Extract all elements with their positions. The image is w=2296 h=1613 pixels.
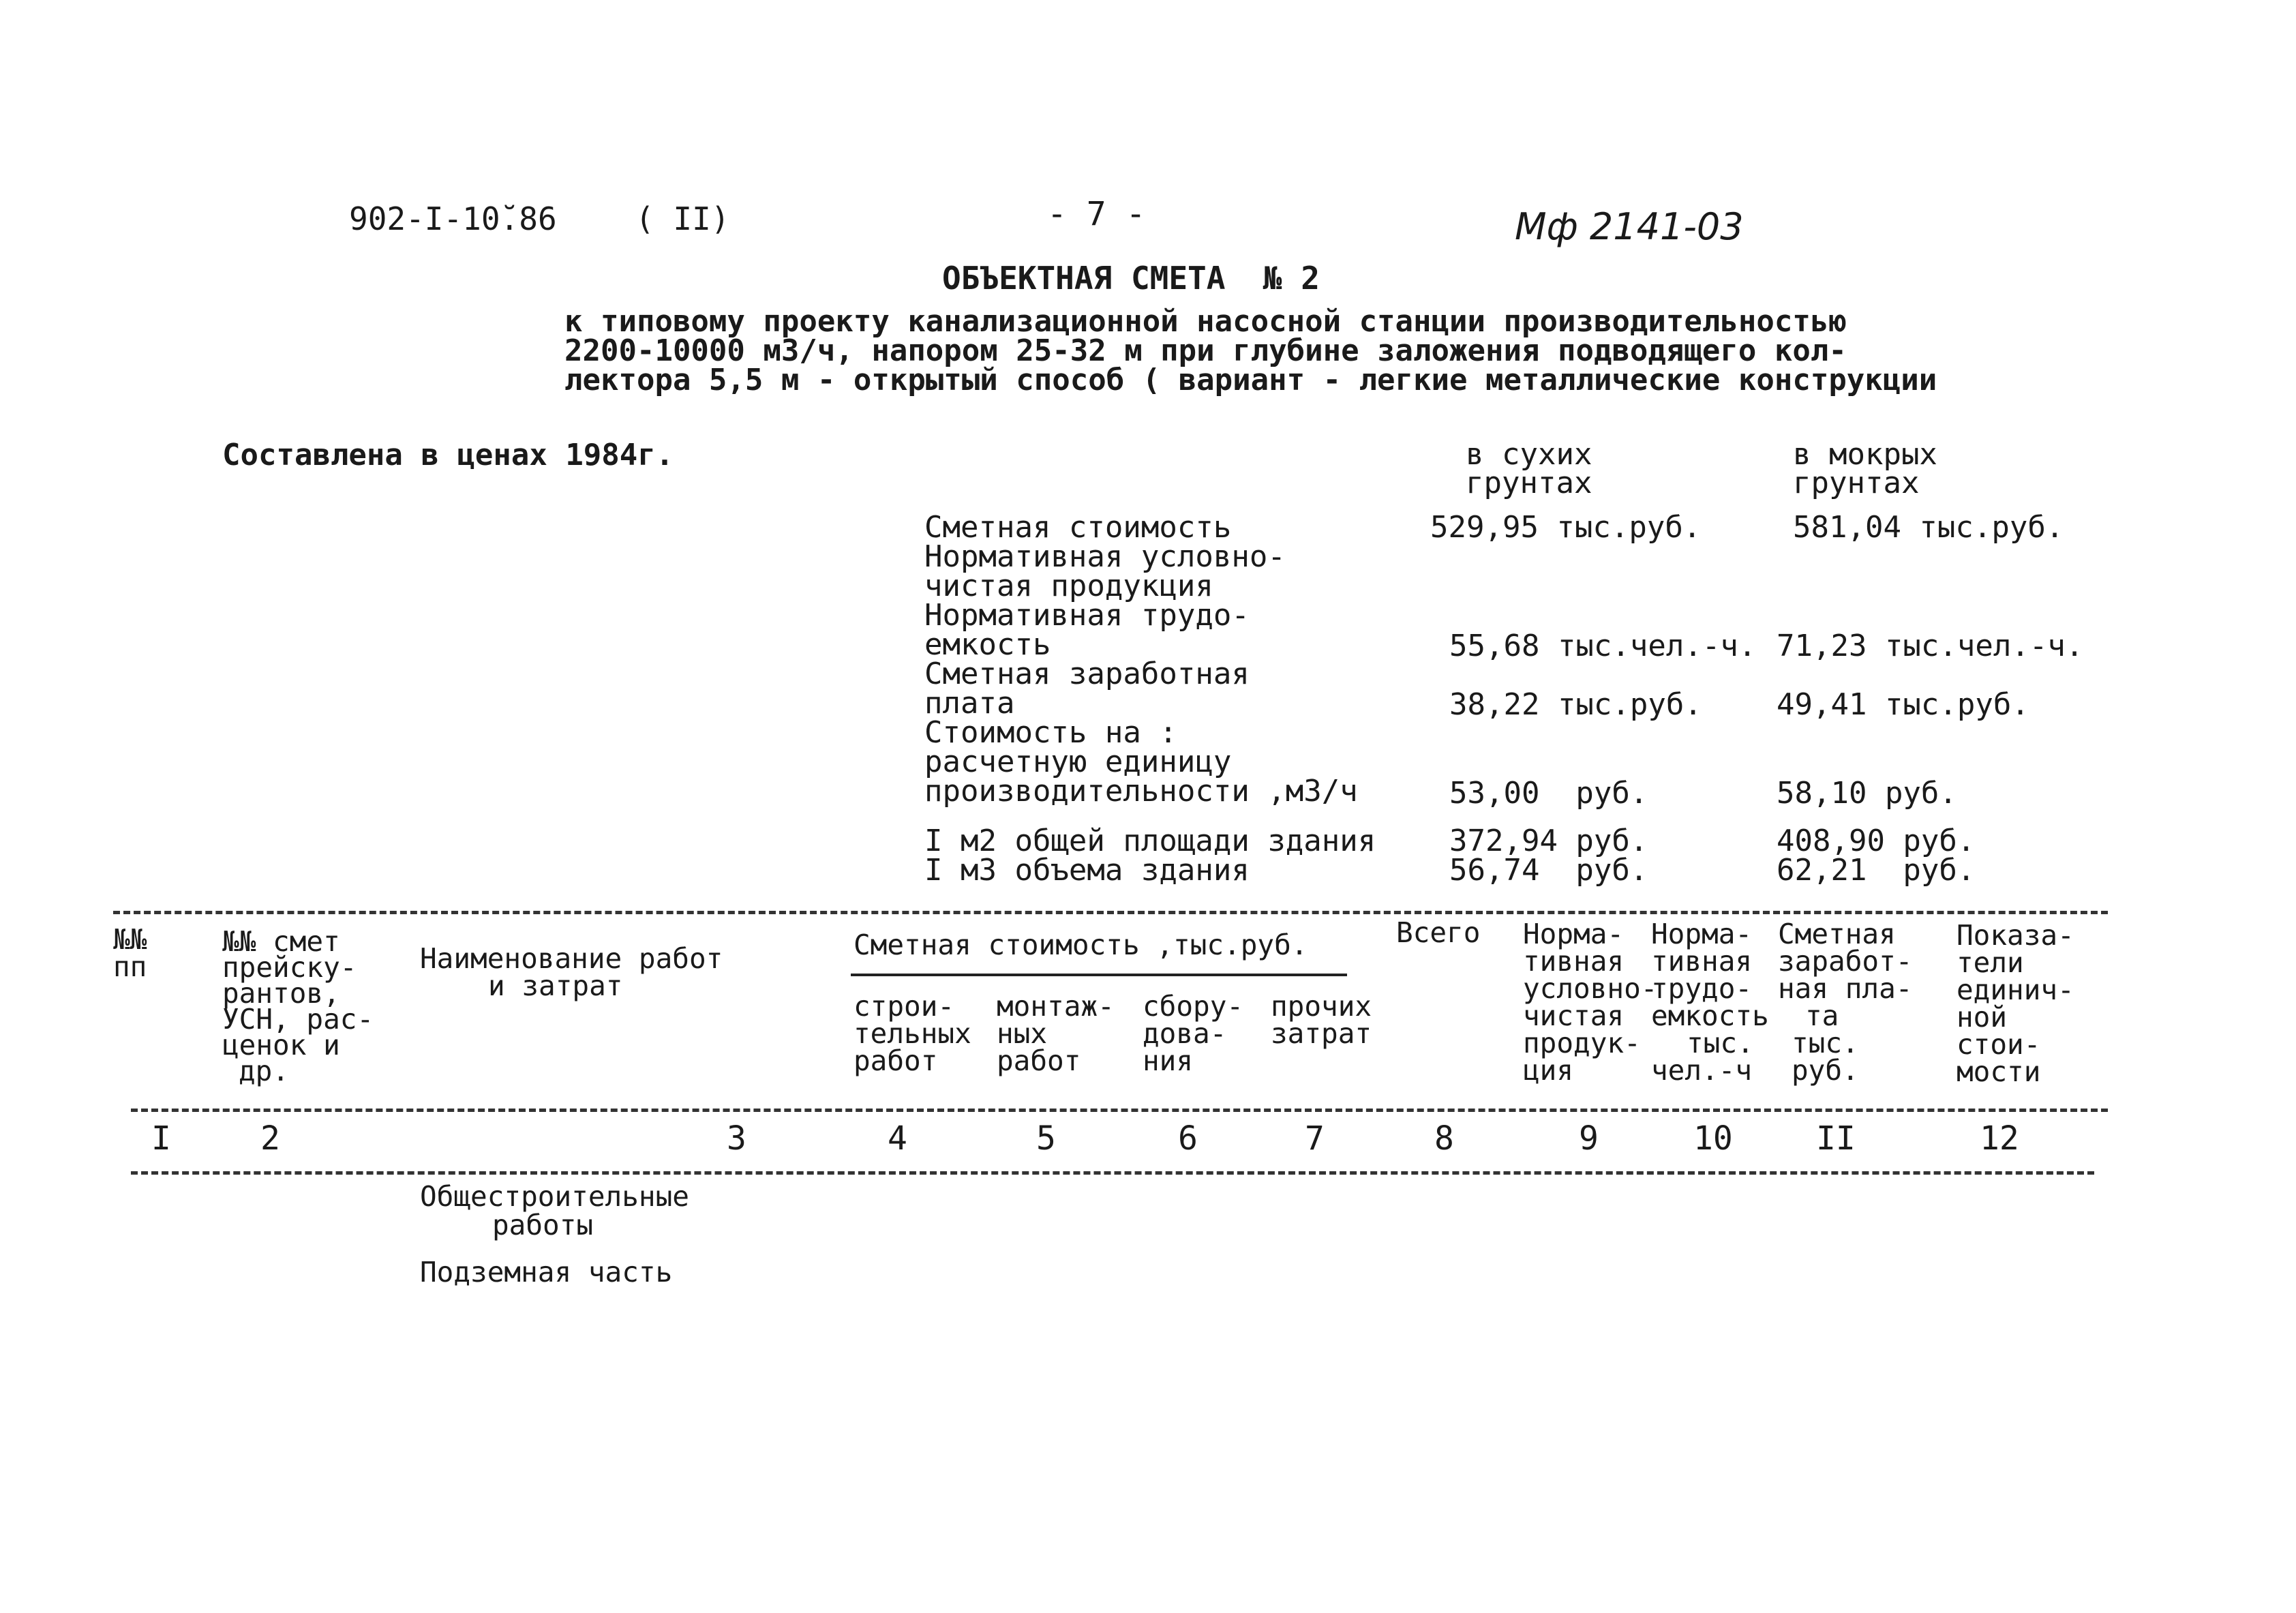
subtitle-line: лектора 5,5 м - открытый способ ( вариант - легкие металлические конструкции [564, 363, 1937, 397]
summary-label: емкость [924, 627, 1051, 662]
header-text: условно- [1523, 972, 1658, 1005]
header-text: Наименование работ [420, 942, 723, 975]
column-number: 3 [727, 1119, 746, 1158]
header-text: ния [1143, 1044, 1194, 1077]
header-work-name [420, 942, 723, 1002]
cost-dry: 529,95 тыс.руб. [1430, 510, 1702, 545]
header-text: чистая [1523, 999, 1625, 1032]
table-row: Общестроительные [420, 1180, 689, 1213]
unit-area-wet: 408,90 руб. [1777, 824, 1976, 858]
header-estimated-wage [1778, 918, 1913, 1087]
header-text: заработ- [1778, 945, 1913, 978]
subtitle-line: 2200-10000 м3/ч, напором 25-32 м при глубине заложения подводящего кол- [564, 333, 1847, 368]
unit-volume-wet: 62,21 руб. [1777, 853, 1976, 888]
header-other-costs [1271, 990, 1372, 1050]
page-number: - 7 - [1047, 195, 1146, 233]
header-row-number [113, 923, 147, 983]
summary-label: Стоимость на : [924, 715, 1177, 750]
header-text: дова- [1143, 1017, 1227, 1050]
compiled-note: Составлена в ценах 1984г. [222, 438, 674, 472]
unit-volume-dry: 56,74 руб. [1449, 853, 1648, 888]
header-text: монтаж- [997, 990, 1115, 1023]
header-construction [854, 990, 971, 1077]
archive-number: Мф 2141-03 [1515, 205, 1744, 248]
header-text: ной [1957, 1001, 2008, 1034]
wet-soil-header [1793, 437, 1937, 500]
column-number: 7 [1305, 1119, 1325, 1158]
dry-soil-header-line: в сухих [1466, 437, 1592, 472]
column-number: 9 [1579, 1119, 1599, 1158]
header-text: тыс. [1687, 1027, 1754, 1059]
column-number: 10 [1693, 1119, 1733, 1158]
header-text: №№ [113, 923, 147, 956]
dry-soil-header-line: грунтах [1466, 466, 1592, 500]
unit-capacity-dry: 53,00 руб. [1449, 776, 1648, 811]
header-text: прочих [1271, 990, 1372, 1023]
header-text: прейску- [222, 951, 357, 984]
header-text: УСН, рас- [222, 1003, 374, 1036]
summary-labels [924, 510, 1358, 809]
wet-soil-header-line: грунтах [1793, 466, 1920, 500]
header-equipment [1143, 990, 1244, 1077]
header-text: чел.-ч [1651, 1054, 1753, 1087]
summary-label: Нормативная трудо- [924, 598, 1250, 633]
header-text: Показа- [1957, 919, 2074, 952]
header-bottom-rule [131, 1109, 2108, 1112]
header-normative-labor [1651, 918, 1769, 1087]
header-total: Всего [1396, 916, 1481, 949]
summary-label: Нормативная условно- [924, 539, 1286, 574]
header-text: пп [113, 950, 147, 983]
header-text: продук- [1523, 1027, 1641, 1059]
summary-label: Сметная заработная [924, 657, 1250, 691]
document-code: 902-I-10̆.86 [349, 200, 557, 237]
header-text: трудо- [1651, 972, 1753, 1005]
header-text: сбору- [1143, 990, 1244, 1023]
dry-soil-header [1466, 437, 1592, 500]
header-text: единич- [1957, 974, 2074, 1006]
header-text: Сметная [1778, 918, 1896, 950]
cost-wet: 581,04 тыс.руб. [1793, 510, 2064, 545]
unit-capacity-wet: 58,10 руб. [1777, 776, 1957, 811]
header-estimated-cost: Сметная стоимость ,тыс.руб. [854, 929, 1308, 961]
header-text: работ [854, 1044, 938, 1077]
summary-labels-unit [924, 824, 1376, 888]
header-text: ных [997, 1017, 1048, 1050]
table-row: работы [492, 1209, 594, 1241]
header-reference [222, 925, 374, 1087]
wage-dry: 38,22 тыс.руб. [1449, 687, 1702, 722]
column-number: II [1816, 1119, 1856, 1158]
section-underground-part: Подземная часть [420, 1256, 673, 1288]
summary-label: I м3 объема здания [924, 853, 1250, 888]
header-text: тельных [854, 1017, 971, 1050]
table-top-rule [113, 911, 2108, 914]
header-text: тели [1957, 946, 2024, 979]
column-number: 4 [888, 1119, 907, 1158]
document-subtitle [564, 304, 1937, 397]
labor-dry: 55,68 тыс.чел.-ч. [1449, 629, 1757, 663]
header-text: руб. [1792, 1054, 1859, 1087]
header-normative-production [1523, 918, 1658, 1087]
header-text: Норма- [1651, 918, 1753, 950]
summary-label: I м2 общей площади здания [924, 824, 1376, 858]
column-number: 5 [1036, 1119, 1056, 1158]
summary-label: Сметная стоимость [924, 510, 1232, 545]
wet-soil-header-line: в мокрых [1793, 437, 1937, 472]
subtitle-line: к типовому проекту канализационной насосной станции производительностью [564, 304, 1847, 339]
summary-label: расчетную единицу [924, 744, 1232, 779]
header-text: тыс. [1792, 1027, 1859, 1059]
header-text: ция [1523, 1054, 1574, 1087]
summary-label: производительности ,м3/ч [924, 774, 1358, 809]
header-text: стои- [1957, 1028, 2041, 1061]
header-text: ценок и [222, 1029, 340, 1061]
document-title: ОБЪЕКТНАЯ СМЕТА № 2 [942, 260, 1320, 297]
column-number: 8 [1434, 1119, 1454, 1158]
column-number: I [151, 1119, 171, 1158]
column-numbers-rule [131, 1171, 2094, 1175]
header-text: мости [1957, 1055, 2041, 1088]
header-text: №№ смет [222, 925, 340, 958]
cost-group-rule [851, 974, 1347, 976]
header-text: тивная [1651, 945, 1753, 978]
part-number: ( II) [635, 200, 730, 237]
column-number: 6 [1178, 1119, 1198, 1158]
header-text: емкость [1651, 999, 1769, 1032]
column-number: 2 [260, 1119, 280, 1158]
header-installation [997, 990, 1115, 1077]
summary-label: плата [924, 686, 1015, 721]
header-text: др. [239, 1055, 290, 1087]
header-text: затрат [1271, 1017, 1372, 1050]
header-text: и затрат [488, 969, 623, 1002]
header-text: Норма- [1523, 918, 1625, 950]
header-text: тивная [1523, 945, 1625, 978]
labor-wet: 71,23 тыс.чел.-ч. [1777, 629, 2084, 663]
header-unit-indicators [1957, 919, 2074, 1088]
header-text: рантов, [222, 977, 340, 1010]
column-number: 12 [1980, 1119, 2019, 1158]
unit-area-dry: 372,94 руб. [1449, 824, 1648, 858]
header-text: строи- [854, 990, 955, 1023]
header-text: ная пла- [1778, 972, 1913, 1005]
wage-wet: 49,41 тыс.руб. [1777, 687, 2029, 722]
summary-label: чистая продукция [924, 569, 1213, 603]
section-general-construction [420, 1182, 689, 1239]
header-text: работ [997, 1044, 1081, 1077]
header-text: та [1805, 999, 1839, 1032]
